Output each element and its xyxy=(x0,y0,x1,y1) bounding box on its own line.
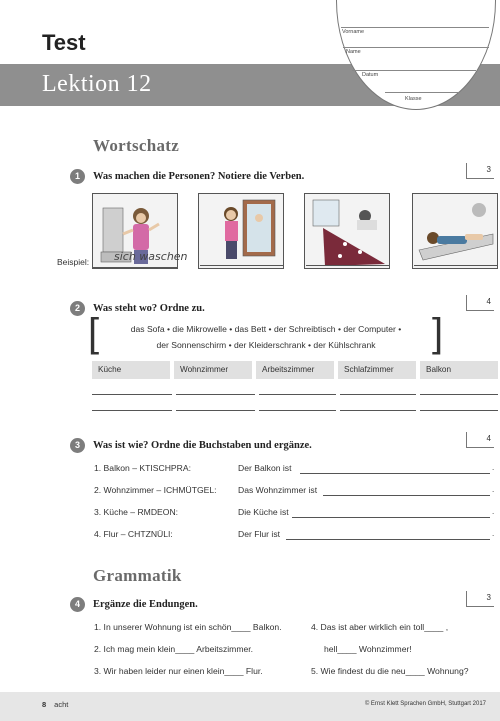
example-answer: sich waschen xyxy=(114,250,188,263)
picture-sleeping xyxy=(304,193,390,269)
answer-line-wohnzimmer-2[interactable] xyxy=(176,410,255,411)
datum-line[interactable] xyxy=(352,70,476,71)
task3-item-3-prompt: 3. Küche – RMDEON: xyxy=(94,507,179,517)
copyright-notice: © Ernst Klett Sprachen GmbH, Stuttgart 2017 xyxy=(364,701,486,707)
category-arbeitszimmer: Arbeitszimmer xyxy=(256,361,334,379)
name-line[interactable] xyxy=(343,47,489,48)
task3-item-1-sentence: Der Balkon ist xyxy=(238,463,292,473)
task-title-3: Was ist wie? Ordne die Buchstaben und ergänze. xyxy=(93,440,312,451)
answer-line-balkon-2[interactable] xyxy=(420,410,498,411)
task3-item-2-sentence: Das Wohnzimmer ist xyxy=(238,485,318,495)
category-wohnzimmer: Wohnzimmer xyxy=(174,361,252,379)
points-box-3: 4 xyxy=(466,432,494,448)
answer-line-example xyxy=(92,267,178,268)
task3-item-4-prompt: 4. Flur – CHTZNÜLI: xyxy=(94,529,173,539)
task4-item-2: 2. Ich mag mein klein____ Arbeitszimmer. xyxy=(94,644,254,654)
category-kueche: Küche xyxy=(92,361,170,379)
answer-line-arbeitszimmer-2[interactable] xyxy=(259,410,336,411)
lesson-title: Lektion 12 xyxy=(42,71,152,97)
task-title-4: Ergänze die Endungen. xyxy=(93,599,198,610)
klasse-line[interactable] xyxy=(385,92,459,93)
task3-item-2-answer[interactable] xyxy=(323,495,490,496)
task3-item-4-sentence: Der Flur ist xyxy=(238,529,281,539)
task-number-1: 1 xyxy=(70,169,85,184)
section-title-grammatik: Grammatik xyxy=(93,566,182,585)
answer-line-1b[interactable] xyxy=(200,265,284,266)
task3-item-2-period: . xyxy=(492,485,495,494)
task4-item-5: 5. Wie findest du die neu____ Wohnung? xyxy=(311,666,469,676)
task4-item-4-continued: hell____ Wohnzimmer! xyxy=(324,644,412,654)
datum-label: Datum xyxy=(362,72,379,78)
klasse-label: Klasse xyxy=(405,96,422,102)
word-list-line-1: das Sofa • die Mikrowelle • das Bett • der Schreibtisch • der Computer • xyxy=(130,324,402,334)
category-header-row xyxy=(92,361,498,379)
bracket-left: [ xyxy=(88,311,100,355)
word-list xyxy=(104,321,428,353)
task-number-3: 3 xyxy=(70,438,85,453)
task3-item-3-sentence: Die Küche ist xyxy=(238,507,289,517)
vorname-label: Vorname xyxy=(342,29,365,35)
task-title-1: Was machen die Personen? Notiere die Verben. xyxy=(93,171,305,182)
answer-line-wohnzimmer-1[interactable] xyxy=(176,394,255,395)
word-list-line-2: der Sonnenschirm • der Kleiderschrank • der Kühlschrank xyxy=(156,340,376,350)
task3-item-1-answer[interactable] xyxy=(300,473,490,474)
task3-item-4-period: . xyxy=(492,529,495,538)
answer-line-kueche-2[interactable] xyxy=(92,410,172,411)
task-number-2: 2 xyxy=(70,301,85,316)
task3-item-3-answer[interactable] xyxy=(292,517,490,518)
task4-item-3: 3. Wir haben leider nur einen klein____ Flur. xyxy=(94,666,263,676)
vorname-line[interactable] xyxy=(341,27,489,28)
task4-item-1: 1. In unserer Wohnung ist ein schön____ Balkon. xyxy=(94,622,282,632)
category-schlafzimmer: Schlafzimmer xyxy=(338,361,416,379)
name-label: Name xyxy=(346,49,361,55)
test-heading: Test xyxy=(42,30,86,55)
category-balkon: Balkon xyxy=(420,361,498,379)
page-number: 8 xyxy=(42,700,47,709)
answer-line-arbeitszimmer-1[interactable] xyxy=(259,394,336,395)
picture-dressing xyxy=(198,193,284,269)
points-box-2: 4 xyxy=(466,295,494,311)
task-number-4: 4 xyxy=(70,597,85,612)
section-title-wortschatz: Wortschatz xyxy=(93,136,180,155)
task3-item-4-answer[interactable] xyxy=(286,539,490,540)
task3-item-2-prompt: 2. Wohnzimmer – ICHMÜTGEL: xyxy=(94,485,217,495)
answer-line-schlafzimmer-1[interactable] xyxy=(340,394,416,395)
example-label: Beispiel: xyxy=(57,257,90,267)
answer-line-1c[interactable] xyxy=(306,265,390,266)
answer-line-1d[interactable] xyxy=(414,265,498,266)
answer-line-balkon-1[interactable] xyxy=(420,394,498,395)
points-box-4: 3 xyxy=(466,591,494,607)
task-title-2: Was steht wo? Ordne zu. xyxy=(93,303,205,314)
task3-item-1-prompt: 1. Balkon – KTISCHPRA: xyxy=(94,463,191,473)
task3-item-3-period: . xyxy=(492,507,495,516)
page-word: acht xyxy=(54,700,69,709)
picture-relaxing xyxy=(412,193,498,269)
answer-line-kueche-1[interactable] xyxy=(92,394,172,395)
points-box-1: 3 xyxy=(466,163,494,179)
task3-item-1-period: . xyxy=(492,463,495,472)
answer-line-schlafzimmer-2[interactable] xyxy=(340,410,416,411)
page-number-label xyxy=(42,700,68,709)
bracket-right: ] xyxy=(432,311,444,355)
task4-item-4: 4. Das ist aber wirklich ein toll____ , xyxy=(311,622,449,632)
